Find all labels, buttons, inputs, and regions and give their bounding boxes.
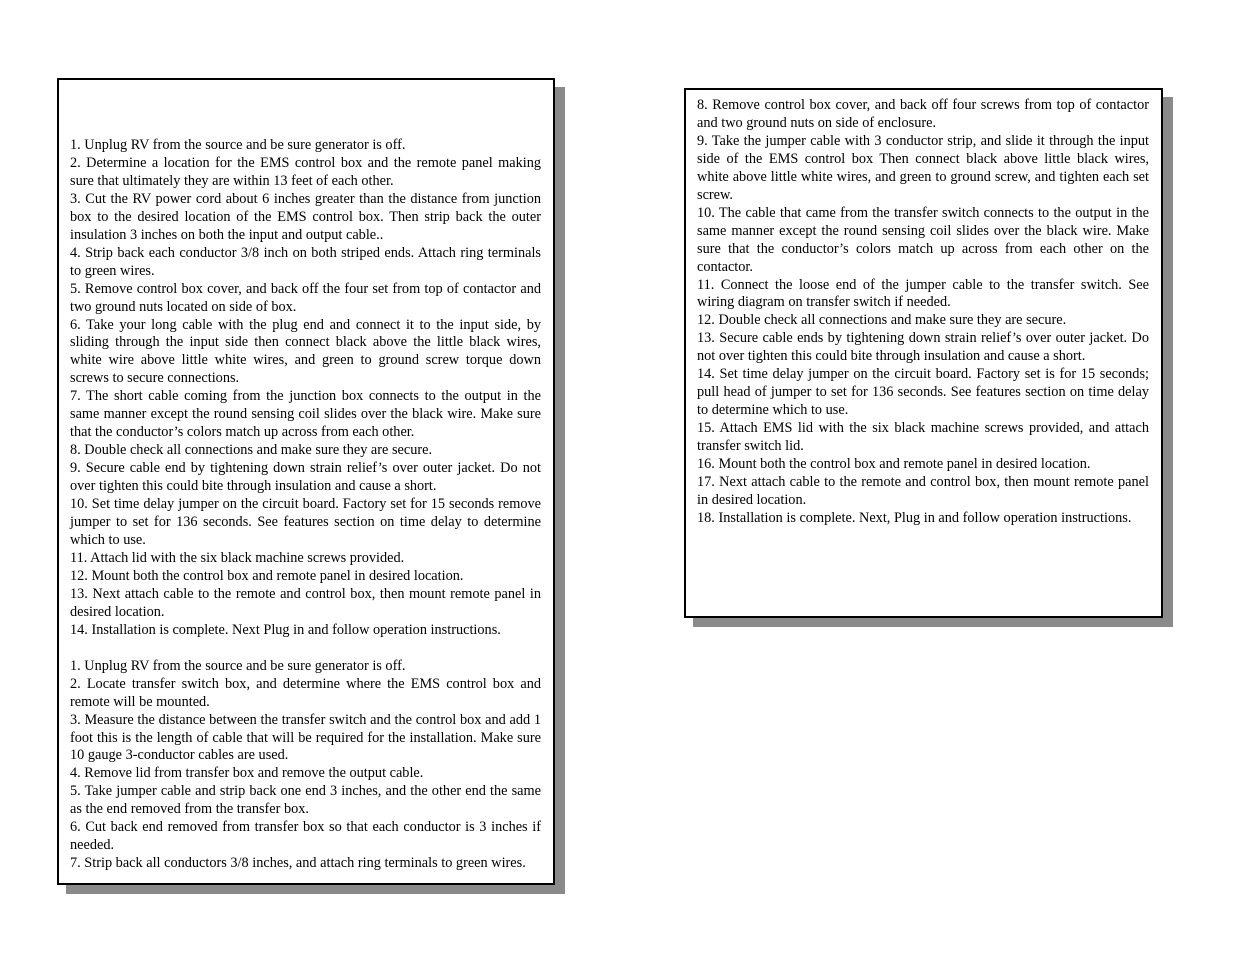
step-item: 3. Cut the RV power cord about 6 inches greater than the distance from junction box to the desired location of the EMS control box. Then strip back the outer insulation 3 inches on both the input and output cable.. [70,190,541,243]
step-item: 14. Set time delay jumper on the circuit board. Factory set is for 15 seconds; pull head of jumper to set for 136 seconds. See features section on time delay to determine which to use. [697,366,1149,419]
step-item: 7. Strip back all conductors 3/8 inches, and attach ring terminals to green wires. [70,855,526,872]
left-instruction-panel [57,78,555,885]
step-item: 10. Set time delay jumper on the circuit board. Factory set for 15 seconds remove jumper to set for 136 seconds. See features section on time delay to determine which to use. [70,496,541,548]
section2-steps [70,658,541,873]
step-item: 1. Unplug RV from the source and be sure generator is off. [70,657,406,674]
step-item: 11. Attach lid with the six black machine screws provided. [70,549,405,566]
right-instruction-panel [684,88,1163,618]
step-item: 8. Double check all connections and make sure they are secure. [70,442,433,459]
right-panel-content [697,97,1149,528]
step-item: 5. Remove control box cover, and back off the four set from top of contactor and two ground nuts located on side of box. [70,280,541,315]
section1-steps [70,137,541,640]
left-panel-content [70,137,541,873]
step-item: 16. Mount both the control box and remote panel in desired location. [697,456,1091,473]
step-item: 2. Determine a location for the EMS control box and the remote panel making sure that ultimately they are within 13 feet of each other. [70,154,541,189]
step-item: 9. Take the jumper cable with 3 conductor strip, and slide it through the input side of the EMS control box Then connect black above little black wires, white above little white wires, and green to ground screw, and tighten each set screw. [697,132,1149,203]
step-item: 6. Take your long cable with the plug end and connect it to the input side, by sliding through the input side then connect black above the little black wires, white wire above little white wires, and green to ground screw torque down screws to secure connections. [70,316,541,387]
step-item: 1. Unplug RV from the source and be sure generator is off. [70,137,406,153]
step-item: 4. Remove lid from transfer box and remove the output cable. [70,765,424,782]
step-item: 14. Installation is complete. Next Plug in and follow operation instructions. [70,621,501,638]
step-item: 8. Remove control box cover, and back off four screws from top of contactor and two ground nuts on side of enclosure. [697,97,1149,131]
step-item: 13. Next attach cable to the remote and control box, then mount remote panel in desired location. [70,585,541,620]
step-item: 15. Attach EMS lid with the six black machine screws provided, and attach transfer switch lid. [697,420,1149,455]
step-item: 12. Double check all connections and make sure they are secure. [697,312,1067,329]
step-item: 10. The cable that came from the transfer switch connects to the output in the same manner except the round sensing coil slides over the black wire. Make sure that the conductor’s colors match up across from each other on the contactor. [697,204,1149,275]
section-spacer [70,640,541,658]
step-item: 17. Next attach cable to the remote and control box, then mount remote panel in desired location. [697,474,1149,508]
step-item: 18. Installation is complete. Next, Plug in and follow operation instructions. [697,509,1132,526]
step-item: 5. Take jumper cable and strip back one end 3 inches, and the other end the same as the end removed from the transfer box. [70,783,541,818]
step-item: 7. The short cable coming from the junction box connects to the output in the same manner except the round sensing coil slides over the black wire. Make sure that the conductor’s colors match up across from each other. [70,388,541,441]
step-item: 6. Cut back end removed from transfer box so that each conductor is 3 inches if needed. [70,819,541,854]
step-item: 4. Strip back each conductor 3/8 inch on both striped ends. Attach ring terminals to green wires. [70,244,541,279]
step-item: 13. Secure cable ends by tightening down strain relief’s over outer jacket. Do not over tighten this could bite through insulation and cause a short. [697,330,1149,365]
step-item: 11. Connect the loose end of the jumper cable to the transfer switch. See wiring diagram on transfer switch if needed. [697,276,1149,311]
step-item: 12. Mount both the control box and remote panel in desired location. [70,567,464,584]
step-item: 9. Secure cable end by tightening down strain relief’s over outer jacket. Do not over tighten this could bite through insulation and cause a short. [70,460,541,495]
step-item: 2. Locate transfer switch box, and determine where the EMS control box and remote will be mounted. [70,675,541,710]
step-item: 3. Measure the distance between the transfer switch and the control box and add 1 foot this is the length of cable that will be required for the installation. Make sure 10 gauge 3-conductor cables are used. [70,711,541,764]
